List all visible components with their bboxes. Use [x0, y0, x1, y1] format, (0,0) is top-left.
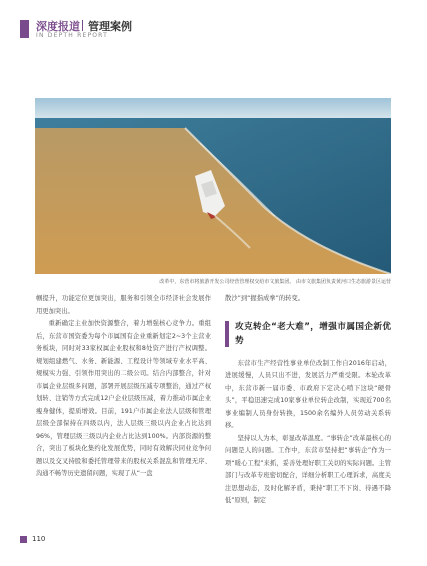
paragraph: 坚持以人为本，彰显改革温度。“事转企”改革最核心的问题是人的问题。工作中，东营市坚持把“事转企”作为一项“暖心工程”来抓，妥善处理好职工关切的实际问题。主管部门与改革专班密切配合，详细分析职工心理诉求，高度关注思想动态，及时化解矛盾，秉持“职工不下岗、待遇不降低”原则，制定	[225, 434, 391, 504]
paragraph: 帼提升，功能定位更加突出，服务和引领全市经济社会发展作用更加突出。	[36, 295, 211, 315]
page-number: 110	[32, 535, 46, 543]
section-heading-text: 攻克转企“老大难”，增强市属国企新优势	[235, 321, 391, 346]
aerial-photo-illustration	[35, 98, 391, 274]
column-name: 管理案例	[88, 20, 132, 33]
section-heading	[225, 320, 391, 348]
page-header	[20, 14, 410, 42]
photo-caption: 改革中，东营市将旅游开发公司经营管理权交给市文旅集团。 由市文旅集团负责黄河口生态旅游景区运营	[159, 279, 391, 285]
section-subtitle: IN DEPTH REPORT	[36, 32, 108, 39]
paragraph: 散沙”到“握指成拳”的转变。	[225, 295, 305, 302]
page-number-marker	[20, 536, 27, 543]
section-name: 深度报道	[36, 20, 80, 33]
header-accent-block	[20, 20, 29, 38]
paragraph: 东营市生产经营性事业单位改制工作自2016年启动，进展缓慢，人员只出不进，发展活力严重受限。本轮改革中，东营市新一届市委、市政府下定决心啃下这块“硬骨头”，平稳迅速完成10家事业单位转企改制，实现近700名事业编制人员身份转换，1500余名编外人员劳动关系转移。	[225, 359, 391, 429]
heading-accent-bar	[225, 321, 229, 347]
right-column	[225, 293, 391, 508]
left-column	[36, 293, 211, 481]
paragraph: 重新确定主业加快资源整合，着力增强核心竞争力。重组后，东营市国资委为每个市属国有企业重新划定2~3个主营业务板块，同时对33家权属企业股权和8处资产进行产权调整。规划组建燃气、水务、新能源、工程设计等领域专业水平高、规模实力强、引领作用突出的二级公司。结合内部整合，针对市属企业层级多问题，部署开展层级压减专项整治，通过产权划转、注销等方式完成12户企业层级压减，着力推动市属企业瘦身健体，提质增效。目前，191户市属企业法人层级和管理层级全部保持在四级以内，法人层级三级以内企业占比达到96%，管理层级三级以内企业占比达到100%。内部资源的整合，突出了板块化集约化发展优势，同时有效解决同业竞争问题以及交叉持股和委托管理带来的股权关系混乱和管理无序、沟通不畅等历史遗留问题，实现了从“一盘	[36, 320, 211, 477]
aerial-photo	[35, 98, 391, 274]
header-divider	[82, 20, 83, 31]
